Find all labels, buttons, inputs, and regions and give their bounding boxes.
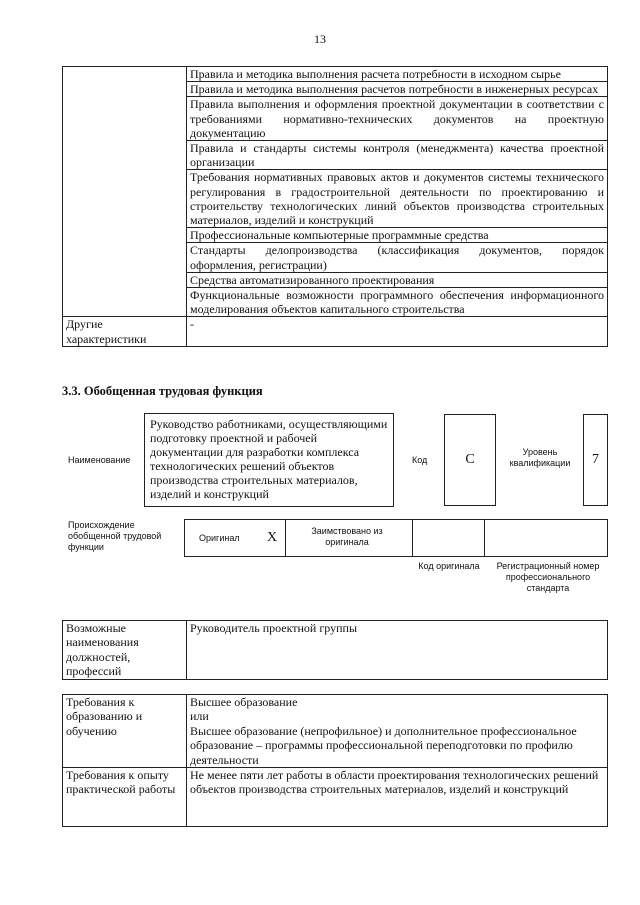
other-characteristics-label: Другие характеристики: [63, 317, 187, 346]
education-line: или: [190, 709, 209, 724]
positions-value: Руководитель проектной группы: [187, 621, 608, 680]
code-original-cell: [412, 519, 485, 557]
knowledge-item: Средства автоматизированного проектирования: [187, 272, 608, 287]
knowledge-table: [62, 66, 608, 347]
section-heading: 3.3. Обобщенная трудовая функция: [62, 384, 263, 398]
education-label: Требования к образованию и обучению: [63, 695, 187, 768]
education-line: Высшее образование: [190, 695, 298, 709]
page-number: 13: [314, 32, 326, 46]
table-row: [63, 768, 608, 827]
reg-number-caption: Регистрационный номер профессионального стандарта: [496, 561, 600, 593]
table-row: [63, 317, 608, 346]
table-row: [63, 621, 608, 680]
knowledge-item: Правила выполнения и оформления проектной документации в соответствии с требованиями нормативно-технических документов на проектную документацию: [187, 97, 608, 141]
table-row: [63, 67, 608, 82]
borrowed-cell: [285, 519, 413, 557]
knowledge-item: Требования нормативных правовых актов и документов системы технического регулирования в градостроительной деятельности по проектированию и строительству технологических линий объектов производства строительных материалов, изделий и конструкций: [187, 170, 608, 228]
code-value: C: [444, 414, 496, 506]
code-original-caption: Код оригинала: [418, 561, 480, 571]
other-characteristics-value: -: [187, 317, 608, 346]
table-row: [63, 695, 608, 768]
code-label: Код: [412, 455, 428, 465]
experience-label: Требования к опыту практической работы: [63, 768, 187, 827]
level-value: 7: [583, 414, 608, 506]
origin-row: [184, 519, 608, 557]
table-cell-empty: [63, 67, 187, 317]
name-label: Наименование: [68, 455, 131, 465]
reg-number-cell: [484, 519, 608, 557]
origin-label: Происхождение обобщенной трудовой функции: [68, 520, 162, 552]
borrowed-label: Заимствовано из оригинала: [311, 526, 383, 547]
requirements-table: [62, 694, 608, 827]
original-mark: X: [267, 530, 278, 545]
knowledge-item: Функциональные возможности программного обеспечения информационного моделирования объектов капитального строительства: [187, 288, 608, 317]
knowledge-item: Правила и стандарты системы контроля (менеджмента) качества проектной организации: [187, 141, 608, 170]
positions-label: Возможные наименования должностей, профессий: [63, 621, 187, 680]
level-label: Уровень квалификации: [509, 447, 571, 468]
function-name-box: Руководство работниками, осуществляющими подготовку проектной и рабочей документации для разработки комплекса технологических решений объектов производства строительных материалов, изделий и конструкций: [144, 413, 394, 507]
original-label: Оригинал: [199, 533, 240, 543]
knowledge-item: Правила и методика выполнения расчета потребности в исходном сырье: [187, 67, 608, 82]
knowledge-item: Стандарты делопроизводства (классификация документов, порядок оформления, регистрации): [187, 243, 608, 272]
education-value: [187, 695, 608, 768]
knowledge-item: Профессиональные компьютерные программные средства: [187, 228, 608, 243]
experience-value: Не менее пяти лет работы в области проектирования технологических решений объектов производства строительных материалов, изделий и конструкций: [187, 768, 608, 827]
positions-table: [62, 620, 608, 680]
knowledge-item: Правила и методика выполнения расчетов потребности в инженерных ресурсах: [187, 82, 608, 97]
education-line: Высшее образование (непрофильное) и дополнительное профессиональное образование – программы профессиональной переподготовки по профилю деятельности: [190, 723, 577, 767]
original-cell: [184, 519, 286, 557]
